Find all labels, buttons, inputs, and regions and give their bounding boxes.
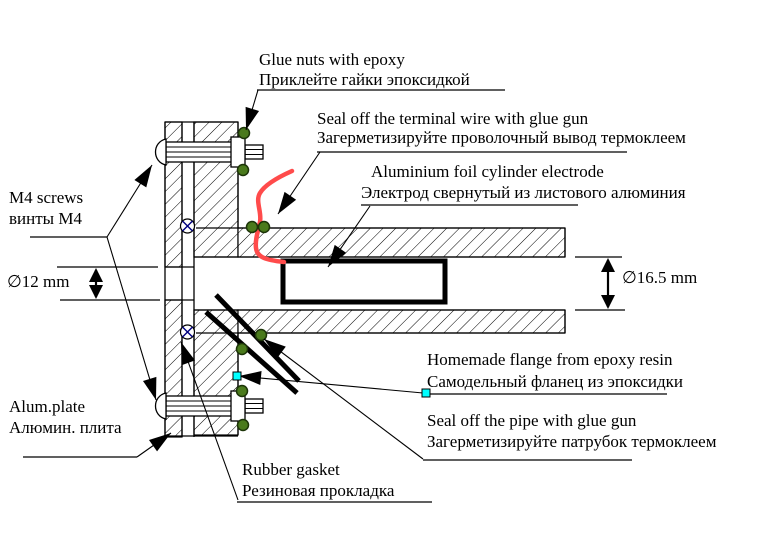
- homemade-flange-leader-line[interactable]: [239, 376, 423, 393]
- seal-wire-label-ru: Загерметизируйте проволочный вывод термоклеем: [317, 128, 686, 147]
- glue-nuts-leader: [246, 90, 259, 130]
- glue-dot: [247, 222, 258, 233]
- m4-bolt-top-tip: [245, 145, 263, 159]
- m4-screws-leader-bottom: [107, 237, 156, 400]
- seal-wire-leader-arrowhead: [278, 192, 296, 214]
- glue-nuts-label-en: Glue nuts with epoxy: [259, 50, 405, 69]
- m4-screws-leader-bottom-arrowhead: [143, 377, 156, 400]
- m4-screws-leader-top: [107, 165, 152, 237]
- glue-dot: [237, 344, 248, 355]
- seal-pipe-label-en: Seal off the pipe with glue gun: [427, 411, 637, 430]
- dim12-arrow: [89, 268, 103, 299]
- glue-dot: [256, 330, 267, 341]
- seal-wire-leader: [278, 152, 320, 214]
- m4-screw-cross-section: [181, 219, 195, 233]
- m4-bolt-bottom: [156, 391, 264, 421]
- m4-bolt-bottom-tip: [245, 399, 263, 413]
- foil-electrode: [283, 261, 445, 302]
- glue-dot: [239, 128, 250, 139]
- alum-plate-leader: [137, 433, 171, 457]
- m4-bolt-top: [156, 137, 264, 167]
- m4-screws-label-ru: винты М4: [9, 209, 82, 228]
- glue-nuts-leader-arrowhead: [246, 107, 259, 130]
- pipe-top-wall: [238, 228, 565, 257]
- dim165-arrow-head-up: [601, 258, 615, 272]
- seal-wire-label-en: Seal off the terminal wire with glue gun: [317, 109, 589, 128]
- glue-dot: [259, 222, 270, 233]
- dim12-arrow-head-down: [89, 285, 103, 299]
- rubber-gasket-leader-arrowhead: [181, 342, 195, 365]
- foil-electrode-label-ru: Электрод свернутый из листового алюминия: [361, 183, 686, 202]
- rubber-gasket-label-en: Rubber gasket: [242, 460, 340, 479]
- m4-screws-leader-top-arrowhead: [134, 165, 152, 187]
- alum-plate-label-ru: Алюмин. плита: [9, 418, 122, 437]
- m4-screw-cross-section: [181, 325, 195, 339]
- rubber-gasket-label-ru: Резиновая прокладка: [242, 481, 395, 500]
- glue-nuts-label-ru: Приклейте гайки эпоксидкой: [259, 70, 470, 89]
- alum-plate-label-en: Alum.plate: [9, 397, 86, 416]
- m4-bolt-bottom-head: [156, 393, 167, 419]
- dim-165mm-label: ∅16.5 mm: [622, 268, 698, 287]
- glue-dot: [238, 165, 249, 176]
- homemade-flange-label-ru: Самодельный фланец из эпоксидки: [427, 372, 684, 391]
- glue-dot: [237, 386, 248, 397]
- selection-handle[interactable]: [233, 372, 241, 380]
- glue-dot: [238, 420, 249, 431]
- m4-bolt-top-head: [156, 139, 167, 165]
- m4-screws-leader-bottom-line: [107, 237, 156, 400]
- m4-bolt-top-nut: [231, 137, 245, 167]
- alum-plate-leader-arrowhead: [149, 433, 171, 451]
- m4-screws-label-en: M4 screws: [9, 188, 84, 207]
- foil-electrode-label-en: Aluminium foil cylinder electrode: [371, 162, 604, 181]
- homemade-flange-label-en: Homemade flange from epoxy resin: [427, 350, 673, 369]
- dim12-arrow-head-up: [89, 268, 103, 282]
- pipe-bottom-wall: [238, 310, 565, 333]
- homemade-flange-leader-arrowhead[interactable]: [239, 371, 262, 385]
- seal-pipe-leader: [264, 339, 423, 459]
- seal-pipe-label-ru: Загерметизируйте патрубок термоклеем: [427, 432, 717, 451]
- dim165-arrow-head-down: [601, 295, 615, 309]
- seal-pipe-leader-line: [264, 339, 423, 459]
- dim165-arrow: [601, 258, 615, 309]
- dim-12mm-label: ∅12 mm: [7, 272, 70, 291]
